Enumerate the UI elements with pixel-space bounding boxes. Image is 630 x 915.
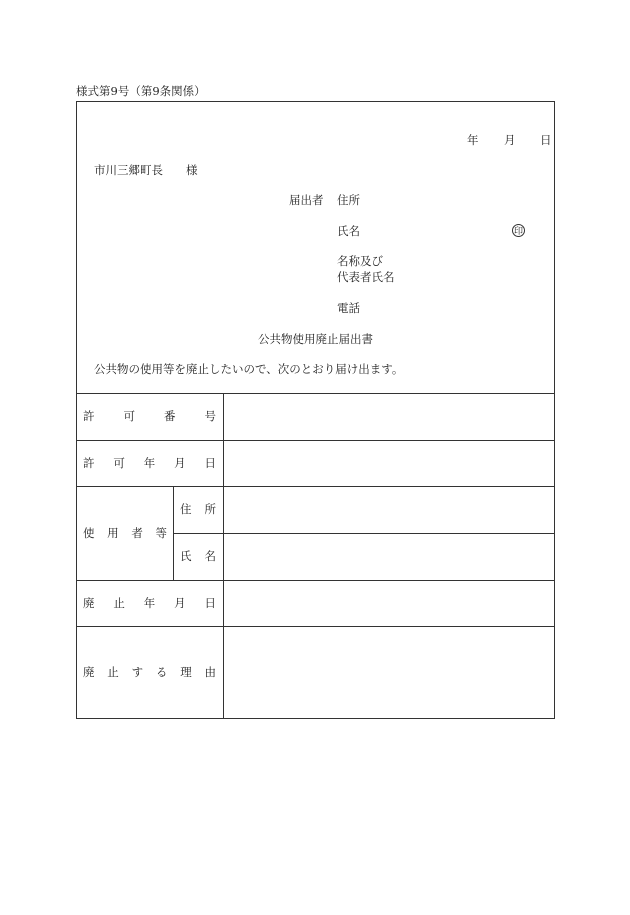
date-day-label: 日	[540, 133, 552, 147]
date-year-label: 年	[467, 133, 479, 147]
date-month-label: 月	[504, 133, 516, 147]
org-name-label-line2: 代表者氏名	[337, 270, 395, 284]
user-address-field[interactable]	[225, 488, 553, 532]
label-abolish-date: 廃 止 年 月 日	[83, 596, 216, 610]
notifier-address-label: 住所	[337, 193, 360, 207]
table-rule	[173, 533, 555, 534]
user-name-field[interactable]	[225, 535, 553, 579]
table-rule	[76, 486, 555, 487]
statement-text: 公共物の使用等を廃止したいので、次のとおり届け出ます。	[94, 362, 404, 376]
org-name-label-line1: 名称及び	[337, 254, 383, 268]
label-user-address: 住 所	[180, 502, 216, 516]
label-permit-date: 許 可 年 月 日	[83, 456, 216, 470]
phone-label: 電話	[337, 301, 360, 315]
table-column-divider	[223, 393, 224, 719]
abolish-reason-field[interactable]	[225, 628, 553, 717]
notifier-label: 届出者	[289, 193, 324, 207]
abolish-date-field[interactable]	[225, 582, 553, 625]
label-user-name: 氏 名	[180, 549, 216, 563]
form-number: 様式第9号（第9条関係）	[76, 84, 206, 98]
label-permit-number: 許 可 番 号	[83, 409, 216, 423]
label-user: 使 用 者 等	[83, 526, 167, 540]
label-abolish-reason: 廃 止 す る 理 由	[83, 665, 216, 679]
permit-number-field[interactable]	[225, 395, 553, 439]
user-subcolumn-divider	[173, 486, 174, 580]
seal-mark: 印	[512, 224, 525, 237]
table-top-rule	[76, 393, 555, 394]
permit-date-field[interactable]	[225, 442, 553, 485]
document-title: 公共物使用廃止届出書	[258, 332, 373, 346]
notifier-name-label: 氏名	[337, 224, 360, 238]
table-rule	[76, 440, 555, 441]
table-rule	[76, 580, 555, 581]
table-rule	[76, 626, 555, 627]
addressee: 市川三郷町長 様	[94, 163, 198, 177]
